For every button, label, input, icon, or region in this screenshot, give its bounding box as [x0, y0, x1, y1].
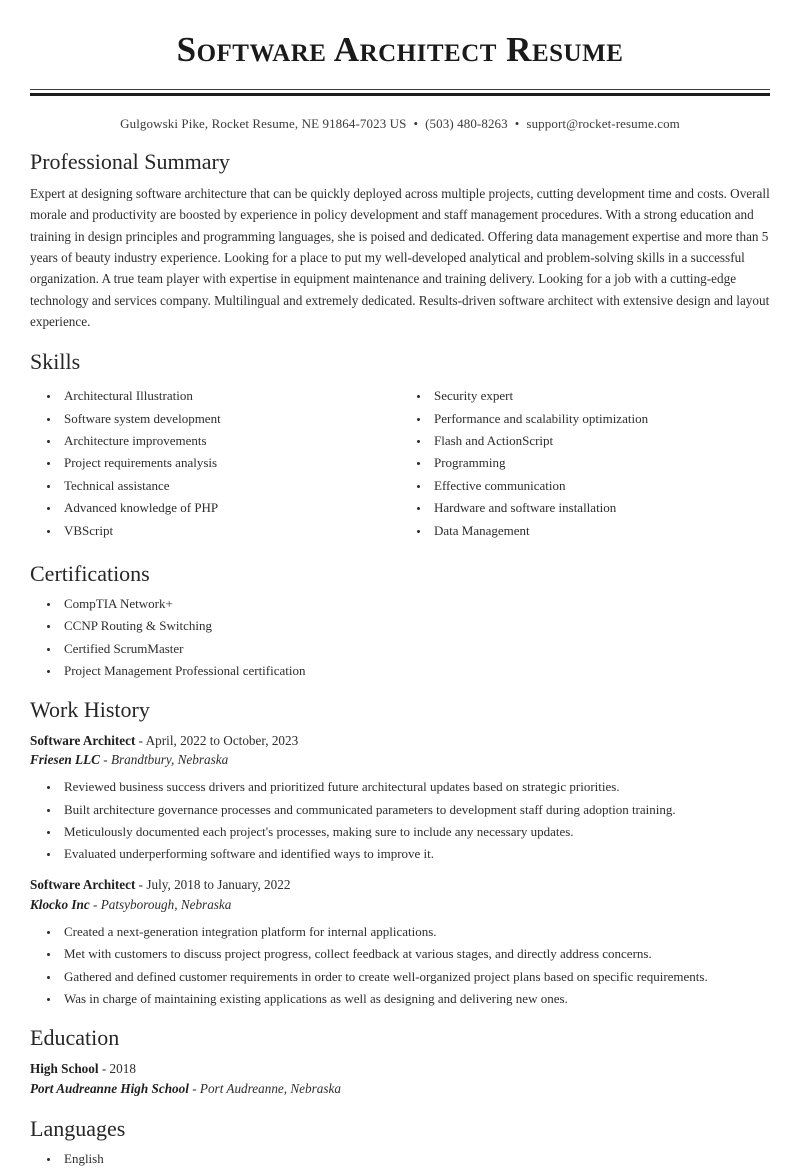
contact-address: Gulgowski Pike, Rocket Resume, NE 91864-7023 US — [120, 116, 407, 132]
section-heading-certifications: Certifications — [30, 561, 150, 587]
list-item: • CCNP Routing & Switching — [60, 617, 770, 635]
job-company: Friesen LLC — [30, 752, 100, 768]
education-location: Port Audreanne, Nebraska — [199, 1080, 341, 1096]
job-dates: April, 2022 to October, 2023 — [145, 732, 299, 748]
education-degree: High School — [30, 1060, 99, 1076]
education-year: 2018 — [109, 1060, 136, 1076]
job-dash: - — [103, 752, 108, 768]
list-item: • CompTIA Network+ — [60, 595, 770, 613]
list-item: • Advanced knowledge of PHP — [60, 499, 400, 517]
list-item: • Software system development — [60, 410, 400, 428]
section-heading-summary: Professional Summary — [30, 149, 230, 175]
job-dates: July, 2018 to January, 2022 — [146, 877, 291, 893]
section-heading-education: Education — [30, 1025, 120, 1051]
job-bullets-wrapper — [30, 923, 770, 1008]
education-dash: - — [192, 1080, 197, 1096]
list-item: • English — [60, 1150, 770, 1168]
list-item: • Created a next-generation integration platform for internal applications. — [60, 923, 770, 941]
job-header-line-1 — [30, 875, 770, 895]
list-item: • Security expert — [430, 387, 770, 405]
list-item: • Meticulously documented each project's processes, making sure to include any necessary updates. — [60, 823, 770, 841]
job-header-line-2 — [30, 750, 770, 770]
skills-column-left — [30, 383, 400, 544]
certifications-list — [30, 595, 770, 680]
job-dash: - — [138, 732, 144, 748]
education-dash: - — [101, 1060, 107, 1076]
skills-columns — [30, 383, 770, 544]
contact-separator-2: • — [514, 116, 520, 132]
list-item: • Technical assistance — [60, 477, 400, 495]
contact-phone: (503) 480-8263 — [425, 116, 508, 132]
section-work-history — [30, 696, 770, 1008]
header-divider — [30, 89, 770, 97]
job-title: Software Architect — [30, 732, 136, 748]
list-item: • Programming — [430, 454, 770, 472]
job-location: Brandtbury, Nebraska — [110, 752, 229, 768]
education-school: Port Audreanne High School — [30, 1080, 189, 1096]
section-professional-summary — [30, 148, 770, 332]
job-bullets — [30, 923, 770, 1008]
list-item: • Was in charge of maintaining existing applications as well as designing and delivering new ones. — [60, 990, 770, 1008]
work-history-entry-1 — [30, 731, 770, 864]
job-title: Software Architect — [30, 877, 136, 893]
section-languages — [30, 1115, 770, 1168]
list-item: • Built architecture governance processes and communicated parameters to development staff during adoption training. — [60, 801, 770, 819]
skills-list-left — [30, 387, 400, 540]
skills-column-right — [400, 383, 770, 544]
section-skills — [30, 348, 770, 544]
list-item: • Certified ScrumMaster — [60, 640, 770, 658]
list-item: • Data Management — [430, 522, 770, 540]
section-heading-work-history: Work History — [30, 696, 150, 722]
job-bullets — [30, 778, 770, 863]
contact-separator-1: • — [413, 116, 419, 132]
work-history-entry-2 — [30, 875, 770, 1008]
page-title: Software Architect Resume — [176, 30, 624, 69]
job-location: Patsyborough, Nebraska — [100, 897, 232, 913]
summary-text: Expert at designing software architecture that can be quickly deployed across multiple projects, cutting development time and costs. Overall morale and productivity are boosted by experience in policy development and staff management procedures. With a strong education and training in design principles and programming languages, she is poised and dedicated. Offering data management expertise and more than 5 years of beauty industry experience. Looking for a place to put my well-developed analytical and problem-solving skills in a successful organization. A true team player with expertise in equipment maintenance and training delivery. Looking for a job with a cutting-edge technology and services company. Multilingual and extremely dedicated. Results-driven software architect with extensive design and layout experience. — [30, 185, 770, 330]
job-company: Klocko Inc — [30, 897, 90, 913]
list-item: • VBScript — [60, 522, 400, 540]
education-line-1 — [30, 1059, 770, 1079]
job-dash: - — [93, 897, 98, 913]
list-item: • Reviewed business success drivers and prioritized future architectural updates based on strategic priorities. — [60, 778, 770, 796]
section-heading-skills: Skills — [30, 349, 81, 375]
list-item: • Hardware and software installation — [430, 499, 770, 517]
list-item: • Gathered and defined customer requirements in order to create well-organized project plans based on specific requirements. — [60, 968, 770, 986]
list-item: • Project requirements analysis — [60, 454, 400, 472]
list-item: • Architecture improvements — [60, 432, 400, 450]
list-item: • Architectural Illustration — [60, 387, 400, 405]
job-dash: - — [138, 877, 144, 893]
section-certifications — [30, 560, 770, 680]
section-education — [30, 1024, 770, 1099]
list-item: • Flash and ActionScript — [430, 432, 770, 450]
list-item: • Project Management Professional certification — [60, 662, 770, 680]
contact-line — [30, 116, 770, 132]
contact-email[interactable]: support@rocket-resume.com — [526, 116, 680, 132]
list-item: • Performance and scalability optimization — [430, 410, 770, 428]
list-item: • Met with customers to discuss project progress, collect feedback at various stages, and directly address concerns. — [60, 945, 770, 963]
list-item: • Evaluated underperforming software and identified ways to improve it. — [60, 845, 770, 863]
education-line-2 — [30, 1079, 770, 1099]
job-header-line-1 — [30, 731, 770, 751]
section-heading-languages: Languages — [30, 1115, 126, 1141]
list-item: • Effective communication — [430, 477, 770, 495]
job-bullets-wrapper — [30, 778, 770, 863]
job-header-line-2 — [30, 895, 770, 915]
skills-list-right — [400, 387, 770, 540]
languages-list — [30, 1150, 770, 1168]
